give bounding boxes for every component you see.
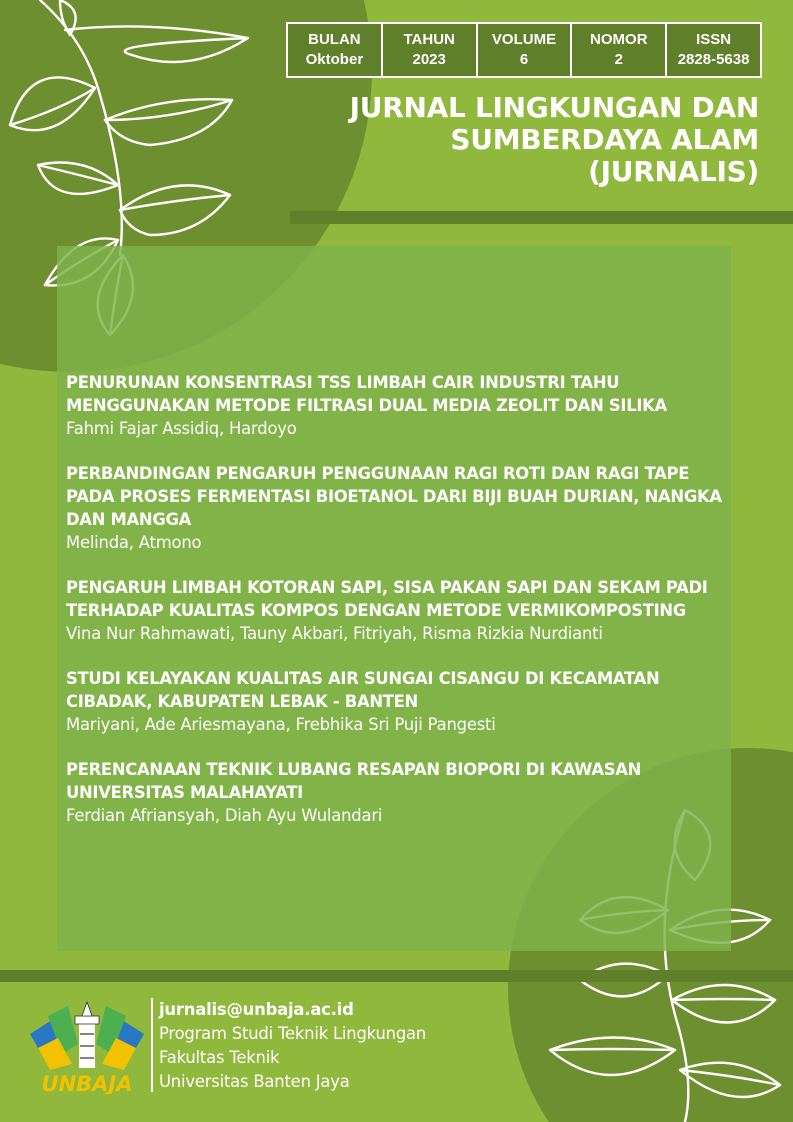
article-title-line: PERBANDINGAN PENGARUH PENGGUNAAN RAGI ROTI DAN RAGI TAPE: [66, 464, 690, 483]
article-authors: Mariyani, Ade Ariesmayana, Frebhika Sri Puji Pangesti: [66, 715, 496, 734]
article-title: [66, 758, 726, 804]
article-item: [66, 371, 726, 440]
article-title: [66, 667, 726, 713]
issue-number-value: 2: [614, 51, 623, 68]
journal-title: [299, 92, 759, 188]
issue-year-label: TAHUN: [403, 31, 455, 48]
issue-info-table: [286, 22, 762, 78]
decorative-bar-bottom: [0, 970, 793, 982]
article-authors: Melinda, Atmono: [66, 533, 202, 552]
issue-month-label: BULAN: [308, 31, 361, 48]
issue-month: [288, 24, 381, 76]
article-authors: Ferdian Afriansyah, Diah Ayu Wulandari: [66, 806, 383, 825]
issue-volume: [476, 24, 571, 76]
journal-title-line: JURNAL LINGKUNGAN DAN: [349, 91, 759, 124]
article-title: [66, 576, 726, 622]
article-title: [66, 462, 726, 531]
article-title-line: DAN MANGGA: [66, 510, 192, 529]
article-item: [66, 758, 726, 827]
article-item: [66, 576, 726, 645]
issue-number-label: NOMOR: [590, 31, 648, 48]
contact-email[interactable]: jurnalis@unbaja.ac.id: [159, 1000, 354, 1019]
decorative-bar-top: [290, 211, 793, 224]
article-title-line: STUDI KELAYAKAN KUALITAS AIR SUNGAI CISANGU DI KECAMATAN: [66, 669, 660, 688]
article-title-line: TERHADAP KUALITAS KOMPOS DENGAN METODE VERMIKOMPOSTING: [66, 601, 686, 620]
article-title-line: MENGGUNAKAN METODE FILTRASI DUAL MEDIA ZEOLIT DAN SILIKA: [66, 396, 667, 415]
journal-title-line: SUMBERDAYA ALAM: [450, 123, 759, 156]
article-authors: Fahmi Fajar Assidiq, Hardoyo: [66, 419, 297, 438]
article-authors: Vina Nur Rahmawati, Tauny Akbari, Fitriyah, Risma Rizkia Nurdianti: [66, 624, 603, 643]
article-title-line: UNIVERSITAS MALAHAYATI: [66, 783, 303, 802]
article-title-line: PERENCANAAN TEKNIK LUBANG RESAPAN BIOPORI DI KAWASAN: [66, 760, 642, 779]
footer-info: [159, 998, 426, 1094]
article-item: [66, 667, 726, 736]
issue-volume-value: 6: [519, 51, 529, 68]
issue-issn-value: 2828-5638: [677, 51, 750, 68]
issue-issn: [665, 24, 760, 76]
issue-month-value: Oktober: [305, 51, 364, 68]
footer-divider: [151, 998, 153, 1092]
article-title-line: CIBADAK, KABUPATEN LEBAK - BANTEN: [66, 692, 418, 711]
issue-number: [570, 24, 665, 76]
logo-wordmark: UNBAJA: [41, 1072, 133, 1094]
study-program: Program Studi Teknik Lingkungan: [159, 1024, 427, 1043]
university: Universitas Banten Jaya: [159, 1072, 350, 1091]
article-item: [66, 462, 726, 554]
issue-year-value: 2023: [412, 51, 446, 68]
article-title-line: PENURUNAN KONSENTRASI TSS LIMBAH CAIR INDUSTRI TAHU: [66, 373, 620, 392]
article-title-line: PADA PROSES FERMENTASI BIOETANOL DARI BIJI BUAH DURIAN, NANGKA: [66, 487, 722, 506]
faculty: Fakultas Teknik: [159, 1048, 280, 1067]
article-title: [66, 371, 726, 417]
issue-volume-label: VOLUME: [491, 31, 557, 48]
article-title-line: PENGARUH LIMBAH KOTORAN SAPI, SISA PAKAN SAPI DAN SEKAM PADI: [66, 578, 708, 597]
issue-issn-label: ISSN: [696, 31, 732, 48]
journal-title-line: (JURNALIS): [588, 155, 759, 188]
article-list: [66, 371, 726, 849]
unbaja-logo: [28, 998, 146, 1094]
issue-year: [381, 24, 476, 76]
